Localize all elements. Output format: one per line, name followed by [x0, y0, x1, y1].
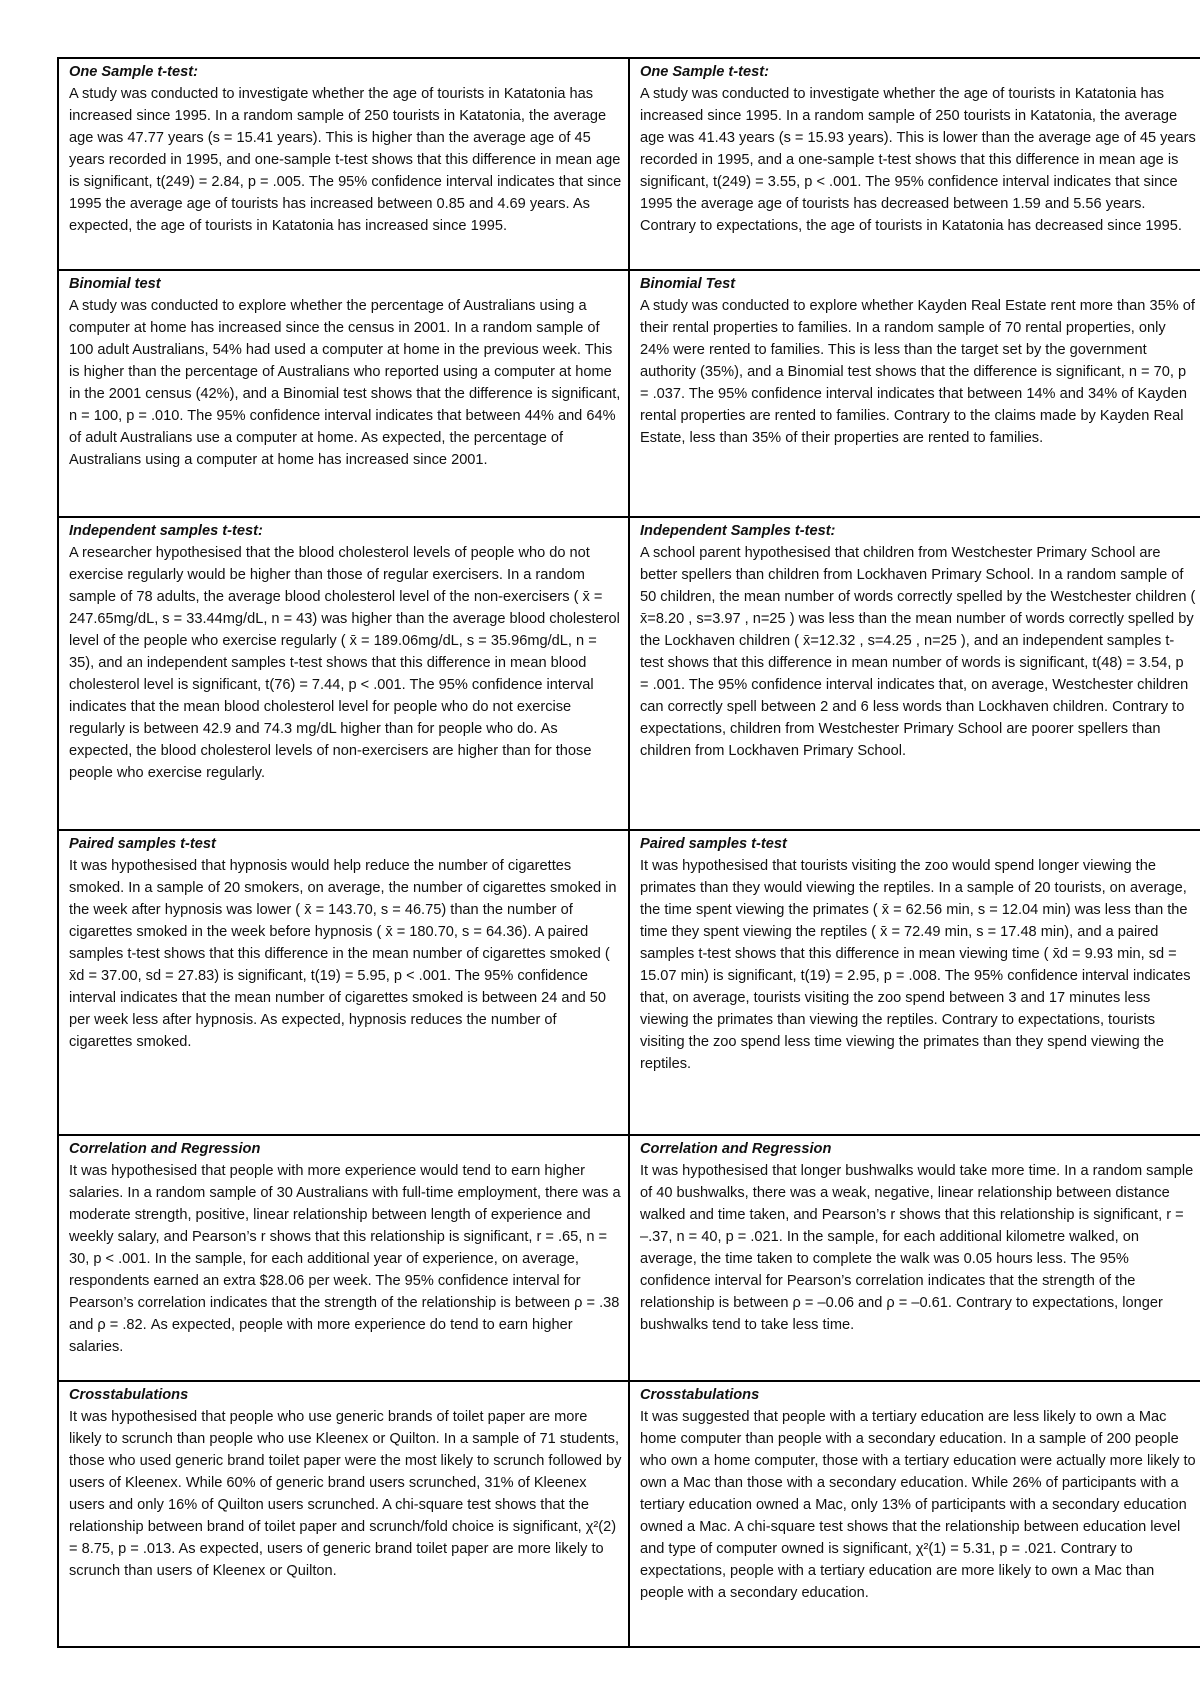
cell-body: It was suggested that people with a tertiary education are less likely to own a Mac home computer than people with a secondary education. In a sample of 200 people who own a home computer, those with a tertiary education were actually more likely to own a Mac than those with a secondary education. While 26% of participants with a tertiary education owned a Mac, only 13% of participants with a secondary education owned a Mac. A chi-square test shows that the relationship between education level and type of computer owned is significant, χ²(1) = 5.31, p = .021. Contrary to expectations, people with a tertiary education are more likely to own a Mac than people with a secondary education.	[640, 1409, 1196, 1601]
one-sample-t-test-cell-left	[59, 59, 630, 271]
independent-samples-cell-right	[630, 518, 1200, 831]
binomial-test-cell-right	[630, 271, 1200, 518]
cell-body: It was hypothesised that people who use generic brands of toilet paper are more likely to scrunch than people who use Kleenex or Quilton. In a sample of 71 students, those who used generic brand toilet paper were the most likely to scrunch followed by users of Kleenex. While 60% of generic brand users scrunched, 31% of Kleenex users and only 16% of Quilton users scrunched. A chi-square test shows that the relationship between brand of toilet paper and scrunch/fold choice is significant, χ²(2) = 8.75, p = .013. As expected, users of generic brand toilet paper are more likely to scrunch than users of Kleenex or Quilton.	[69, 1409, 622, 1579]
cell-title: One Sample t-test:	[640, 64, 769, 80]
cell-body: A study was conducted to investigate whether the age of tourists in Katatonia has increased since 1995. In a random sample of 250 tourists in Katatonia, the average age was 47.77 years (s = 15.41 years). This is higher than the average age of 45 years recorded in 1995, and one-sample t-test shows that this difference in mean age is significant, t(249) = 2.84, p = .005. The 95% confidence interval indicates that since 1995 the average age of tourists has increased between 0.85 and 4.69 years. As expected, the age of tourists in Katatonia has increased since 1995.	[69, 86, 622, 234]
cell-title: Independent samples t-test:	[69, 523, 263, 539]
paired-samples-cell-left	[59, 831, 630, 1136]
independent-samples-cell-left	[59, 518, 630, 831]
correlation-regression-cell-right	[630, 1136, 1200, 1382]
cell-body: A study was conducted to investigate whether the age of tourists in Katatonia has increased since 1995. In a random sample of 250 tourists in Katatonia, the average age was 41.43 years (s = 15.93 years). This is lower than the average age of 45 years recorded in 1995, and a one-sample t-test shows that this difference in mean age is significant, t(249) = 3.55, p < .001. The 95% confidence interval indicates that since 1995 the average age of tourists has decreased between 1.59 and 5.56 years. Contrary to expectations, the age of tourists in Katatonia has decreased since 1995.	[640, 86, 1196, 234]
cell-body: It was hypothesised that tourists visiting the zoo would spend longer viewing the primates than they would viewing the reptiles. In a sample of 20 tourists, on average, the time spent viewing the primates ( x̄ = 62.56 min, s = 12.04 min) was less than the time they spent viewing the reptiles ( x̄ = 72.49 min, s = 17.48 min), and a paired samples t-test shows that this difference in mean viewing time ( x̄d = 9.93 min, sd = 15.07 min) is significant, t(19) = 2.95, p = .008. The 95% confidence interval indicates that, on average, tourists visiting the zoo spend between 3 and 17 minutes less viewing the primates than viewing the reptiles. Contrary to expectations, tourists visiting the zoo spend less time viewing the primates than they spend viewing the reptiles.	[640, 858, 1191, 1072]
table-row	[59, 518, 1200, 831]
binomial-test-cell-left	[59, 271, 630, 518]
crosstabulations-cell-right	[630, 1382, 1200, 1648]
cell-body: It was hypothesised that people with more experience would tend to earn higher salaries. In a random sample of 30 Australians with full-time employment, there was a moderate strength, positive, linear relationship between length of experience and weekly salary, and Pearson’s r shows that this relationship is significant, r = .65, n = 30, p < .001. In the sample, for each additional year of experience, on average, respondents earned an extra $28.06 per week. The 95% confidence interval for Pearson’s correlation indicates that the strength of the relationship is between ρ = .38 and ρ = .82. As expected, people with more experience do tend to earn higher salaries.	[69, 1163, 621, 1355]
table-row	[59, 271, 1200, 518]
cell-body: A study was conducted to explore whether the percentage of Australians using a computer at home has increased since the census in 2001. In a random sample of 100 adult Australians, 54% had used a computer at home in the previous week. This is higher than the percentage of Australians who reported using a computer at home in the 2001 census (42%), and a Binomial test shows that the difference is significant, n = 100, p = .010. The 95% confidence interval indicates that between 44% and 64% of adult Australians use a computer at home. As expected, the percentage of Australians using a computer at home has increased since 2001.	[69, 298, 621, 468]
cell-title: Binomial Test	[640, 276, 736, 292]
cell-body: It was hypothesised that hypnosis would help reduce the number of cigarettes smoked. In a sample of 20 smokers, on average, the number of cigarettes smoked in the week after hypnosis was lower ( x̄ = 143.70, s = 46.75) than the number of cigarettes smoked in the week before hypnosis ( x̄ = 180.70, s = 64.36). A paired samples t-test shows that this difference in the mean number of cigarettes smoked ( x̄d = 37.00, sd = 27.83) is significant, t(19) = 5.95, p < .001. The 95% confidence interval indicates that the mean number of cigarettes smoked is between 24 and 50 per week less after hypnosis. As expected, hypnosis reduces the number of cigarettes smoked.	[69, 858, 617, 1050]
cell-title: Crosstabulations	[640, 1387, 760, 1403]
cell-body: A researcher hypothesised that the blood cholesterol levels of people who do not exercise regularly would be higher than those of regular exercisers. In a random sample of 78 adults, the average blood cholesterol level of the non-exercisers ( x̄ = 247.65mg/dL, s = 33.44mg/dL, n = 43) was higher than the average blood cholesterol level of the people who exercise regularly ( x̄ = 189.06mg/dL, s = 35.96mg/dL, n = 35), and an independent samples t-test shows that this difference in mean blood cholesterol level is significant, t(76) = 7.44, p < .001. The 95% confidence interval indicates that the mean blood cholesterol level for people who do not exercise regularly is between 42.9 and 74.3 mg/dL higher than for people who do. As expected, the blood cholesterol levels of non-exercisers are higher than for those people who exercise regularly.	[69, 545, 620, 781]
crosstabulations-cell-left	[59, 1382, 630, 1648]
cell-title: Independent Samples t-test:	[640, 523, 836, 539]
cell-title: Paired samples t-test	[69, 836, 216, 852]
cell-title: Binomial test	[69, 276, 161, 292]
cell-title: Correlation and Regression	[640, 1141, 832, 1157]
table-row	[59, 831, 1200, 1136]
cell-body: It was hypothesised that longer bushwalks would take more time. In a random sample of 40 bushwalks, there was a weak, negative, linear relationship between distance walked and time taken, and Pearson’s r shows that this relationship is significant, r = –.37, n = 40, p = .021. In the sample, for each additional kilometre walked, on average, the time taken to complete the walk was 0.05 hours less. The 95% confidence interval for Pearson’s correlation indicates that the strength of the relationship is between ρ = –0.06 and ρ = –0.61. Contrary to expectations, longer bushwalks tend to take less time.	[640, 1163, 1194, 1333]
cell-title: Correlation and Regression	[69, 1141, 261, 1157]
cell-title: Crosstabulations	[69, 1387, 189, 1403]
paired-samples-cell-right	[630, 831, 1200, 1136]
cell-body: A study was conducted to explore whether Kayden Real Estate rent more than 35% of their rental properties to families. In a random sample of 70 rental properties, only 24% were rented to families. This is less than the target set by the government authority (35%), and a Binomial test shows that the difference is significant, n = 70, p = .037. The 95% confidence interval indicates that between 14% and 34% of Kayden rental properties are rented to families. Contrary to the claims made by Kayden Real Estate, less than 35% of their properties are rented to families.	[640, 298, 1195, 446]
cell-title: Paired samples t-test	[640, 836, 787, 852]
table-row	[59, 59, 1200, 271]
cell-body: A school parent hypothesised that children from Westchester Primary School are better spellers than children from Lockhaven Primary School. In a random sample of 50 children, the mean number of words correctly spelled by the Westchester children ( x̄=8.20 , s=3.97 , n=25 ) was less than the mean number of words correctly spelled by the Lockhaven children ( x̄=12.32 , s=4.25 , n=25 ), and an independent samples t-test shows that this difference in mean number of words is significant, t(48) = 3.54, p = .001. The 95% confidence interval indicates that, on average, Westchester children can correctly spell between 2 and 6 less words than Lockhaven children. Contrary to expectations, children from Westchester Primary School are poorer spellers than children from Lockhaven Primary School.	[640, 545, 1196, 759]
table-row	[59, 1382, 1200, 1648]
correlation-regression-cell-left	[59, 1136, 630, 1382]
one-sample-t-test-cell-right	[630, 59, 1200, 271]
cell-title: One Sample t-test:	[69, 64, 198, 80]
table-row	[59, 1136, 1200, 1382]
summary-table	[57, 57, 1200, 1648]
